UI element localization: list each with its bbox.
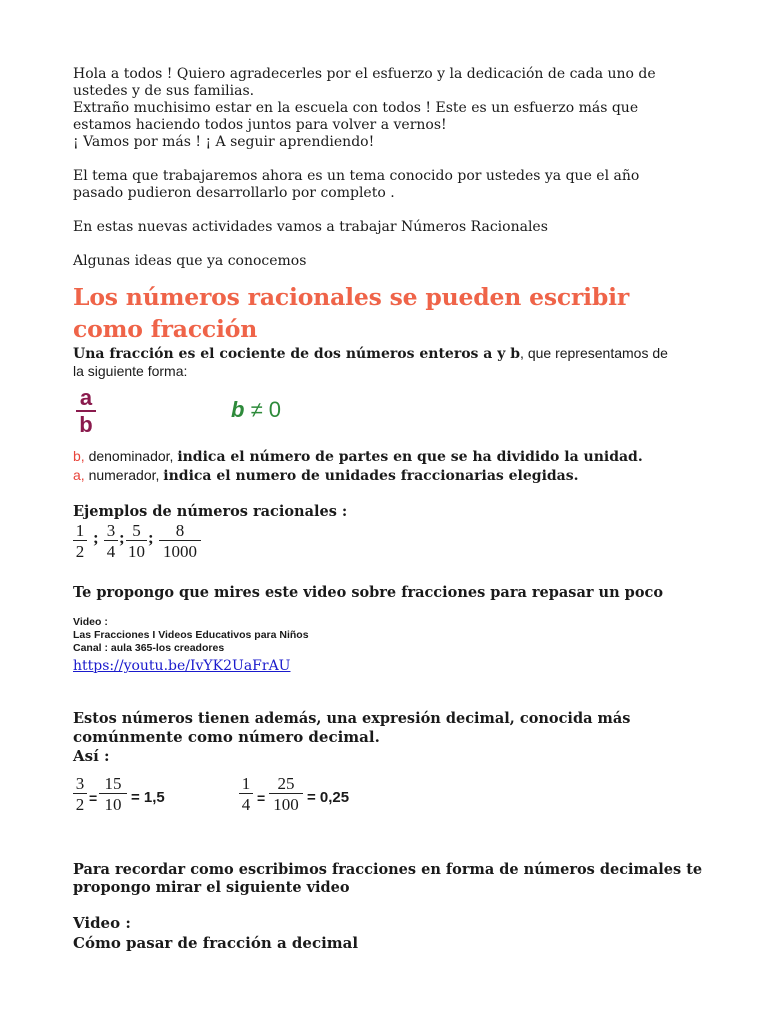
- document-page: [73, 66, 713, 953]
- eq2-fraction-a: [239, 774, 253, 815]
- denominator-definition: [73, 447, 713, 466]
- definition-bold: Una fracción es el cociente de dos números enteros a y b: [73, 346, 521, 362]
- fraction-numerator: 1: [241, 774, 251, 793]
- recall-line-1: Para recordar como escribimos fracciones en forma de números decimales te: [73, 861, 703, 878]
- ideas-line: Algunas ideas que ya conocemos: [73, 253, 307, 269]
- example-fraction: [159, 521, 201, 562]
- fraction-numerator: 3: [75, 774, 85, 793]
- condition-variable: b: [231, 397, 245, 422]
- fraction-denominator: 2: [75, 542, 85, 561]
- condition-rest: ≠ 0: [244, 397, 281, 422]
- numerator-desc: indica el numero de unidades fraccionarias elegidas.: [163, 468, 579, 484]
- recall-line-2: propongo mirar el siguiente video: [73, 879, 350, 896]
- examples-fractions: [73, 521, 713, 569]
- video2-label: Video :: [73, 914, 131, 932]
- decimal-line-1: Estos números tienen además, una expresión decimal, conocida más: [73, 710, 631, 727]
- fraction-numerator: 15: [104, 774, 122, 793]
- video2-title: Cómo pasar de fracción a decimal: [73, 934, 359, 952]
- example-fraction: [73, 521, 87, 562]
- definition-line-1: [73, 345, 713, 363]
- heading-line-2: como fracción: [73, 315, 258, 343]
- denominator-label: b,: [73, 448, 85, 464]
- greeting-line-3: Extraño muchisimo estar en la escuela con todos ! Este es un esfuerzo más que: [73, 100, 639, 116]
- video1-channel: Canal : aula 365-los creadores: [73, 642, 225, 654]
- eq1-fraction-a: [73, 774, 87, 815]
- definition-rest: , que representamos de: [520, 345, 668, 361]
- activities-line: En estas nuevas actividades vamos a trabajar Números Racionales: [73, 219, 548, 235]
- fraction-denominator: 100: [273, 795, 299, 814]
- fraction-formula: [73, 387, 713, 447]
- equivalence-examples: [73, 774, 713, 834]
- video-prompt: Te propongo que mires este video sobre fracciones para repasar un poco: [73, 584, 663, 601]
- fraction-numerator: 8: [175, 521, 185, 540]
- greeting-line-5: ¡ Vamos por más ! ¡ A seguir aprendiendo!: [73, 134, 375, 150]
- definition-line-2: la siguiente forma:: [73, 363, 188, 379]
- asi-label: Así :: [73, 747, 110, 765]
- fraction-denominator: 1000: [163, 542, 197, 561]
- denominator-desc: indica el número de partes en que se ha dividido la unidad.: [177, 449, 643, 465]
- greeting-line-1: Hola a todos ! Quiero agradecerles por el esfuerzo y la dedicación de cada uno de: [73, 66, 656, 82]
- decimal-line-2: comúnmente como número decimal.: [73, 728, 380, 746]
- fraction-numerator: 3: [106, 521, 116, 540]
- video1-label: Video :: [73, 616, 108, 628]
- numerator-word: numerador,: [84, 467, 164, 483]
- fraction-denominator: 2: [75, 795, 85, 814]
- example-fraction: [126, 521, 147, 562]
- eq2-result: = 0,25: [307, 789, 350, 806]
- separator: ;: [93, 528, 99, 547]
- fraction-numerator: 1: [75, 521, 85, 540]
- video1-title: Las Fracciones I Videos Educativos para Niños: [73, 629, 309, 641]
- separator: ;: [119, 528, 125, 547]
- topic-line-2: pasado pudieron desarrollarlo por completo .: [73, 185, 395, 201]
- separator: ;: [148, 528, 154, 547]
- denominator-word: denominador,: [84, 448, 178, 464]
- fraction-numerator: 25: [277, 774, 295, 793]
- fraction-numerator: 5: [132, 521, 141, 540]
- fraction-denominator: 10: [128, 542, 145, 561]
- equals-sign: =: [89, 790, 98, 806]
- formula-numerator: a: [79, 385, 93, 410]
- eq1-fraction-b: [99, 774, 127, 815]
- greeting-line-4: estamos haciendo todos juntos para volver a vernos!: [73, 117, 447, 133]
- section-heading: [73, 281, 713, 345]
- greeting-line-2: ustedes y de sus familias.: [73, 83, 255, 99]
- formula-denominator: b: [79, 412, 93, 437]
- fraction-denominator: 10: [104, 795, 122, 814]
- numerator-label: a,: [73, 467, 85, 483]
- heading-line-1: Los números racionales se pueden escribir: [73, 283, 630, 311]
- video1-link[interactable]: https://youtu.be/IvYK2UaFrAU: [73, 658, 291, 674]
- examples-title: Ejemplos de números racionales :: [73, 503, 348, 520]
- fraction-denominator: 4: [241, 795, 251, 814]
- equals-sign: =: [257, 790, 266, 806]
- example-fraction: [104, 521, 118, 562]
- fraction-denominator: 4: [106, 542, 116, 561]
- eq1-result: = 1,5: [131, 789, 165, 806]
- nonzero-condition: [231, 397, 281, 423]
- eq2-fraction-b: [269, 774, 303, 815]
- topic-line-1: El tema que trabajaremos ahora es un tema conocido por ustedes ya que el año: [73, 168, 640, 184]
- formula-fraction: [76, 387, 96, 436]
- numerator-definition: [73, 466, 713, 485]
